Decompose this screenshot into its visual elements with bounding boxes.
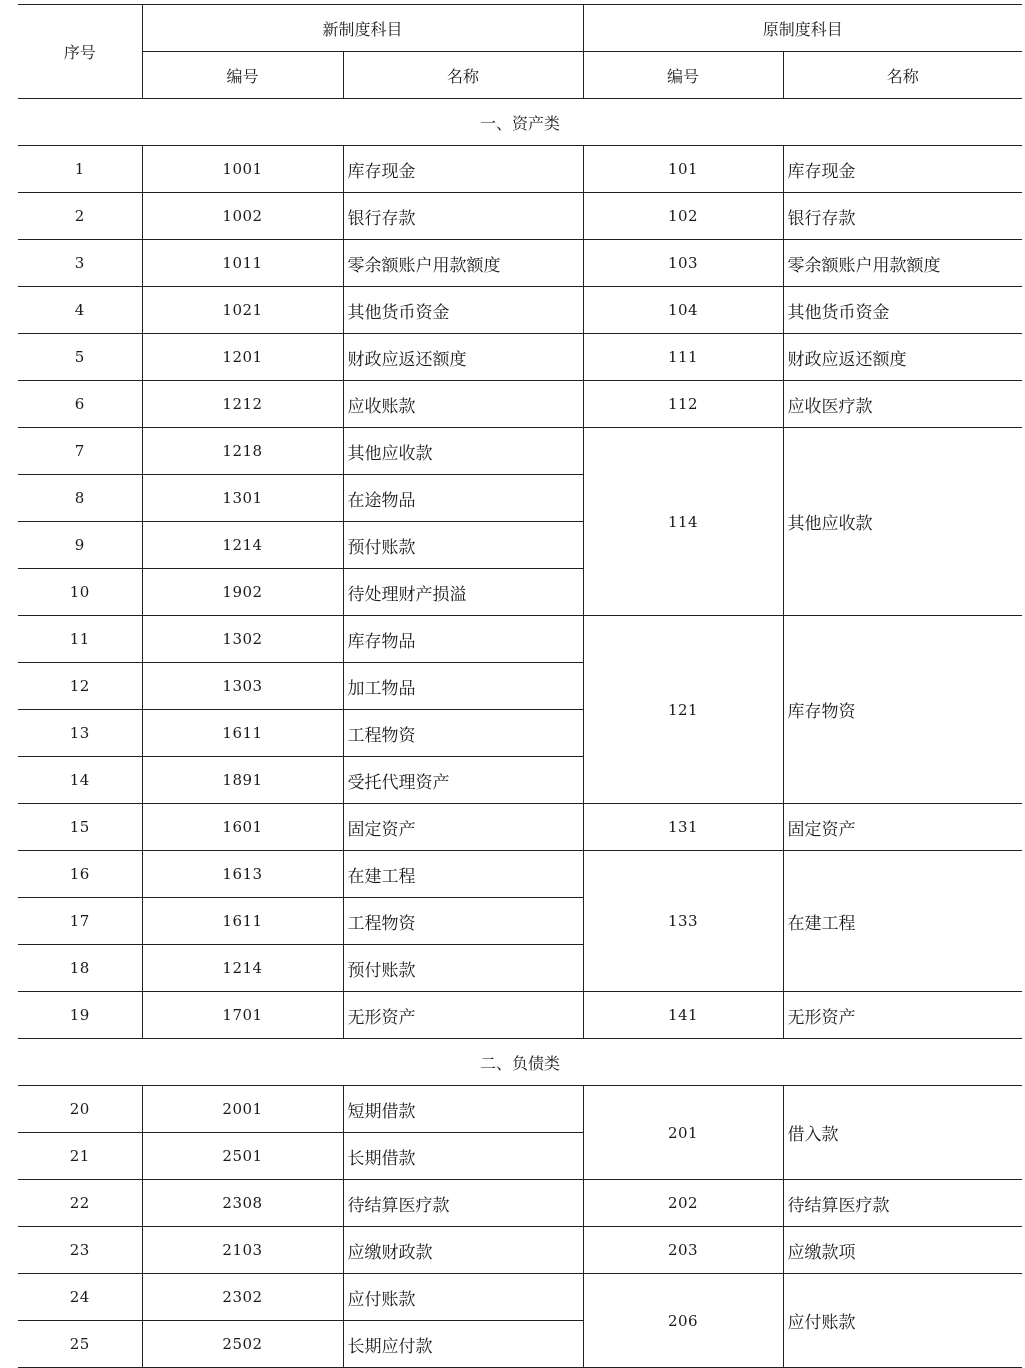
new-name-cell: 工程物资 <box>343 710 583 757</box>
new-code-cell: 1002 <box>142 193 343 240</box>
old-name-cell: 应收医疗款 <box>783 381 1022 428</box>
seq-cell: 20 <box>18 1086 142 1133</box>
old-name-cell: 借入款 <box>783 1086 1022 1180</box>
new-code-cell: 1891 <box>142 757 343 804</box>
old-name-cell: 在建工程 <box>783 851 1022 992</box>
old-name-cell: 库存物资 <box>783 616 1022 804</box>
table-row <box>18 1180 1022 1227</box>
new-name-cell: 其他货币资金 <box>343 287 583 334</box>
table-row <box>18 240 1022 287</box>
new-code-cell: 2103 <box>142 1227 343 1274</box>
old-name-cell: 待结算医疗款 <box>783 1180 1022 1227</box>
section-title-liabilities: 二、负债类 <box>18 1039 1022 1086</box>
seq-cell: 18 <box>18 945 142 992</box>
header-new-name: 名称 <box>343 52 583 99</box>
new-name-cell: 财政应返还额度 <box>343 334 583 381</box>
header-new-code: 编号 <box>142 52 343 99</box>
new-code-cell: 1701 <box>142 992 343 1039</box>
new-name-cell: 固定资产 <box>343 804 583 851</box>
old-name-cell: 应付账款 <box>783 1274 1022 1368</box>
old-name-cell: 财政应返还额度 <box>783 334 1022 381</box>
table-row <box>18 334 1022 381</box>
new-name-cell: 应收账款 <box>343 381 583 428</box>
seq-cell: 6 <box>18 381 142 428</box>
old-name-cell: 无形资产 <box>783 992 1022 1039</box>
table-row <box>18 428 1022 475</box>
seq-cell: 12 <box>18 663 142 710</box>
old-code-cell: 133 <box>583 851 783 992</box>
new-name-cell: 在途物品 <box>343 475 583 522</box>
header-old-system: 原制度科目 <box>583 5 1022 52</box>
section-title-assets: 一、资产类 <box>18 99 1022 146</box>
seq-cell: 4 <box>18 287 142 334</box>
header-old-name: 名称 <box>783 52 1022 99</box>
new-code-cell: 1611 <box>142 710 343 757</box>
new-name-cell: 银行存款 <box>343 193 583 240</box>
seq-cell: 3 <box>18 240 142 287</box>
new-code-cell: 1301 <box>142 475 343 522</box>
seq-cell: 14 <box>18 757 142 804</box>
table-row <box>18 851 1022 898</box>
new-name-cell: 零余额账户用款额度 <box>343 240 583 287</box>
seq-cell: 17 <box>18 898 142 945</box>
seq-cell: 8 <box>18 475 142 522</box>
seq-cell: 24 <box>18 1274 142 1321</box>
old-code-cell: 121 <box>583 616 783 804</box>
seq-cell: 25 <box>18 1321 142 1368</box>
new-name-cell: 库存现金 <box>343 146 583 193</box>
section-row-assets <box>18 99 1022 146</box>
new-name-cell: 待结算医疗款 <box>343 1180 583 1227</box>
new-name-cell: 其他应收款 <box>343 428 583 475</box>
table-row <box>18 992 1022 1039</box>
new-code-cell: 1214 <box>142 945 343 992</box>
new-code-cell: 1303 <box>142 663 343 710</box>
new-code-cell: 2001 <box>142 1086 343 1133</box>
new-code-cell: 2502 <box>142 1321 343 1368</box>
old-code-cell: 131 <box>583 804 783 851</box>
new-code-cell: 1021 <box>142 287 343 334</box>
new-name-cell: 长期应付款 <box>343 1321 583 1368</box>
account-mapping-table <box>18 4 1022 1368</box>
seq-cell: 10 <box>18 569 142 616</box>
old-code-cell: 101 <box>583 146 783 193</box>
header-seq: 序号 <box>18 5 142 99</box>
seq-cell: 2 <box>18 193 142 240</box>
table-row <box>18 1086 1022 1133</box>
seq-cell: 5 <box>18 334 142 381</box>
new-code-cell: 1218 <box>142 428 343 475</box>
header-new-system: 新制度科目 <box>142 5 583 52</box>
new-code-cell: 1001 <box>142 146 343 193</box>
old-name-cell: 库存现金 <box>783 146 1022 193</box>
seq-cell: 21 <box>18 1133 142 1180</box>
table-row <box>18 1274 1022 1321</box>
new-name-cell: 预付账款 <box>343 522 583 569</box>
section-row-liabilities <box>18 1039 1022 1086</box>
new-code-cell: 1601 <box>142 804 343 851</box>
table-row <box>18 287 1022 334</box>
new-name-cell: 待处理财产损溢 <box>343 569 583 616</box>
old-name-cell: 其他应收款 <box>783 428 1022 616</box>
seq-cell: 22 <box>18 1180 142 1227</box>
old-name-cell: 应缴款项 <box>783 1227 1022 1274</box>
new-name-cell: 无形资产 <box>343 992 583 1039</box>
old-code-cell: 141 <box>583 992 783 1039</box>
old-code-cell: 102 <box>583 193 783 240</box>
seq-cell: 13 <box>18 710 142 757</box>
new-code-cell: 1201 <box>142 334 343 381</box>
table-row <box>18 193 1022 240</box>
new-name-cell: 预付账款 <box>343 945 583 992</box>
old-code-cell: 103 <box>583 240 783 287</box>
header-row-2 <box>18 52 1022 99</box>
new-name-cell: 受托代理资产 <box>343 757 583 804</box>
new-name-cell: 在建工程 <box>343 851 583 898</box>
seq-cell: 7 <box>18 428 142 475</box>
table-row <box>18 1227 1022 1274</box>
old-code-cell: 201 <box>583 1086 783 1180</box>
header-row-1 <box>18 5 1022 52</box>
new-name-cell: 应付账款 <box>343 1274 583 1321</box>
old-name-cell: 零余额账户用款额度 <box>783 240 1022 287</box>
new-code-cell: 1613 <box>142 851 343 898</box>
table-row <box>18 804 1022 851</box>
table-row <box>18 616 1022 663</box>
old-code-cell: 202 <box>583 1180 783 1227</box>
old-name-cell: 银行存款 <box>783 193 1022 240</box>
header-old-code: 编号 <box>583 52 783 99</box>
table-row <box>18 381 1022 428</box>
seq-cell: 19 <box>18 992 142 1039</box>
new-name-cell: 短期借款 <box>343 1086 583 1133</box>
seq-cell: 11 <box>18 616 142 663</box>
new-code-cell: 1611 <box>142 898 343 945</box>
old-name-cell: 固定资产 <box>783 804 1022 851</box>
old-code-cell: 206 <box>583 1274 783 1368</box>
new-code-cell: 2308 <box>142 1180 343 1227</box>
new-code-cell: 1902 <box>142 569 343 616</box>
new-name-cell: 库存物品 <box>343 616 583 663</box>
seq-cell: 16 <box>18 851 142 898</box>
new-name-cell: 应缴财政款 <box>343 1227 583 1274</box>
new-name-cell: 工程物资 <box>343 898 583 945</box>
table-row <box>18 146 1022 193</box>
seq-cell: 23 <box>18 1227 142 1274</box>
old-code-cell: 112 <box>583 381 783 428</box>
old-name-cell: 其他货币资金 <box>783 287 1022 334</box>
new-name-cell: 长期借款 <box>343 1133 583 1180</box>
seq-cell: 9 <box>18 522 142 569</box>
old-code-cell: 114 <box>583 428 783 616</box>
new-name-cell: 加工物品 <box>343 663 583 710</box>
old-code-cell: 104 <box>583 287 783 334</box>
new-code-cell: 1212 <box>142 381 343 428</box>
old-code-cell: 203 <box>583 1227 783 1274</box>
seq-cell: 15 <box>18 804 142 851</box>
new-code-cell: 2302 <box>142 1274 343 1321</box>
new-code-cell: 2501 <box>142 1133 343 1180</box>
new-code-cell: 1011 <box>142 240 343 287</box>
new-code-cell: 1214 <box>142 522 343 569</box>
old-code-cell: 111 <box>583 334 783 381</box>
seq-cell: 1 <box>18 146 142 193</box>
new-code-cell: 1302 <box>142 616 343 663</box>
